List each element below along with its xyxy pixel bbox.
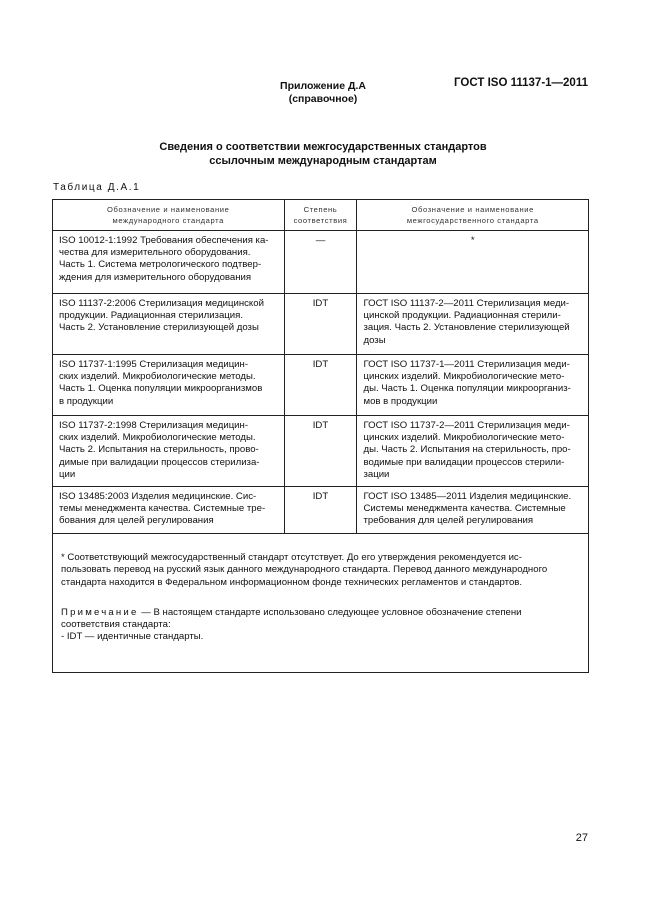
- degree-of-correspondence: —: [284, 231, 357, 294]
- international-standard: ISO 11737-1:1995 Стерилизация медицин- ских изделий. Микробиологические методы. Часть 1. Оценка популяции микроорганизмов в продукции: [53, 355, 285, 416]
- international-standard: ISO 11137-2:2006 Стерилизация медицинской продукции. Радиационная стерилизация. Часть 2. Установление стерилизующей дозы: [53, 294, 285, 355]
- degree-of-correspondence: IDT: [284, 355, 357, 416]
- section-title: Сведения о соответствии межгосударственных стандартов ссылочным международным стандартам: [159, 141, 487, 167]
- degree-of-correspondence: IDT: [284, 487, 357, 534]
- footnote-text: * Соответствующий межгосударственный стандарт отсутствует. До его утверждения рекомендуется ис- пользовать перевод на русский язык данного международного стандарта. Перевод данного международного стандарта находится в Федеральном информационном фонде технических регламентов и стандартов.: [61, 552, 548, 588]
- interstate-standard: ГОСТ ISO 11137-2—2011 Стерилизация меди- цинской продукции. Радиационная стерили- зация. Часть 2. Установление стерилизующей дозы: [357, 294, 589, 355]
- annex-title: Приложение Д.А: [280, 80, 366, 92]
- interstate-standard: ГОСТ ISO 11737-2—2011 Стерилизация меди- цинских изделий. Микробиологические мето- ды. Часть 2. Испытания на стерильность, про- водимые при валидации процессов стерили- зации: [357, 416, 589, 487]
- standards-table: [52, 199, 589, 673]
- header-degree: Степень соответствия: [284, 200, 357, 231]
- note-label: Примечание: [61, 607, 139, 619]
- table-row: [53, 355, 589, 416]
- page-number: 27: [575, 832, 588, 844]
- table-row: [53, 416, 589, 487]
- degree-of-correspondence: IDT: [284, 294, 357, 355]
- international-standard: ISO 13485:2003 Изделия медицинские. Сис- темы менеджмента качества. Системные тре- бования для целей регулирования: [53, 487, 285, 534]
- table-label: Таблица Д.А.1: [53, 182, 141, 193]
- table-row: [53, 231, 589, 294]
- degree-of-correspondence: IDT: [284, 416, 357, 487]
- table-header-row: [53, 200, 589, 231]
- annex-heading: [0, 80, 646, 106]
- header-international: Обозначение и наименование международного стандарта: [53, 200, 285, 231]
- international-standard: ISO 10012-1:1992 Требования обеспечения ка- чества для измерительного оборудования. Часть 1. Система метрологического подтвер- ждения для измерительного оборудования: [53, 231, 285, 294]
- interstate-standard: *: [357, 231, 589, 294]
- table-row: [53, 487, 589, 534]
- document-id: ГОСТ ISO 11137-1—2011: [454, 77, 588, 89]
- table-footnote-row: [53, 534, 589, 673]
- interstate-standard: ГОСТ ISO 13485—2011 Изделия медицинские. Системы менеджмента качества. Системные требования для целей регулирования: [357, 487, 589, 534]
- note-text: — В настоящем стандарте использовано следующее условное обозначение степени соответствия стандарта: - IDT — идентичные стандарты.: [61, 607, 522, 643]
- table-footnote-cell: [53, 534, 589, 673]
- note: [61, 607, 580, 644]
- annex-subtitle: (справочное): [288, 93, 358, 105]
- table-row: [53, 294, 589, 355]
- header-interstate: Обозначение и наименование межгосударственного стандарта: [357, 200, 589, 231]
- international-standard: ISO 11737-2:1998 Стерилизация медицин- ских изделий. Микробиологические методы. Часть 2. Испытания на стерильность, прово- димые при валидации процессов стерилиза- ции: [53, 416, 285, 487]
- interstate-standard: ГОСТ ISO 11737-1—2011 Стерилизация меди- цинских изделий. Микробиологические мето- ды. Часть 1. Оценка популяции микроорганиз- мов в продукции: [357, 355, 589, 416]
